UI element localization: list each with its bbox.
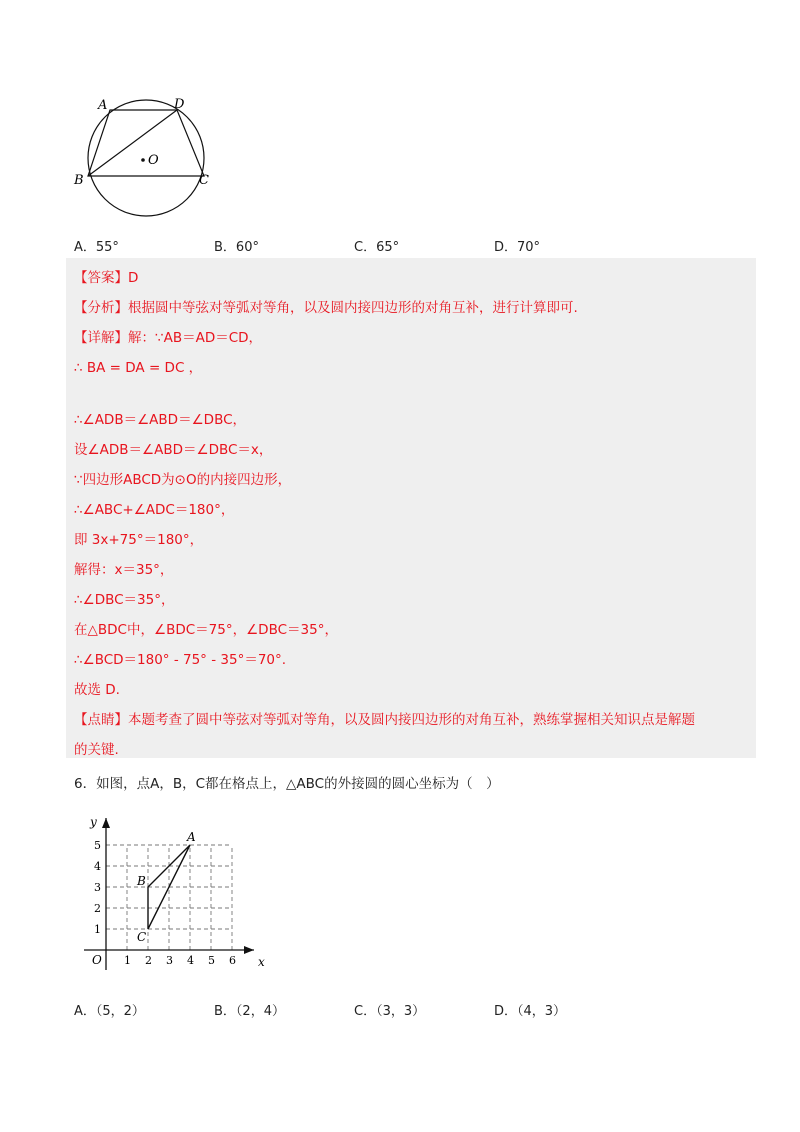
origin-label: O xyxy=(92,953,102,967)
x-axis-label: x xyxy=(258,955,265,969)
comment-text-1: 本题考查了圆中等弦对等弧对等角，以及圆内接四边形的对角互补，熟练掌握相关知识点是解题 xyxy=(128,712,695,728)
y-tick-label: 1 xyxy=(94,923,101,936)
y-tick-labels xyxy=(94,839,101,936)
detail-line-10: 在△BDC中，∠BDC＝75°，∠DBC＝35°， xyxy=(74,622,338,638)
point-a-label: A xyxy=(187,830,196,844)
label-c: C xyxy=(199,173,209,188)
detail-line-1 xyxy=(74,326,262,346)
detail-line-7: 即 3x+75°＝180°， xyxy=(74,532,204,548)
q5-option-c[interactable]: C．65° xyxy=(354,240,400,255)
y-tick-label: 3 xyxy=(94,881,101,894)
question-6-stem: 6．如图，点A，B，C都在格点上，△ABC的外接圆的圆心坐标为（ ） xyxy=(74,776,500,792)
point-c-label: C xyxy=(137,930,147,944)
answer-tag: 【答案】 xyxy=(74,270,128,286)
x-tick-label: 1 xyxy=(124,954,131,967)
label-o: O xyxy=(148,153,159,168)
x-tick-label: 5 xyxy=(208,954,215,967)
detail-line-8: 解得：x＝35°， xyxy=(74,562,174,578)
x-tick-label: 3 xyxy=(166,954,173,967)
grid-triangle-figure xyxy=(74,810,264,975)
detail-tag: 【详解】 xyxy=(74,330,128,346)
detail-line-9: ∴∠DBC＝35°， xyxy=(74,592,175,608)
q5-option-a[interactable]: A．55° xyxy=(74,240,119,255)
circle-o xyxy=(88,100,204,216)
q6-option-d[interactable]: D．（4，3） xyxy=(494,1004,567,1019)
q6-option-c[interactable]: C．（3，3） xyxy=(354,1004,426,1019)
q5-option-b[interactable]: B．60° xyxy=(214,240,259,255)
y-tick-label: 2 xyxy=(94,902,101,915)
detail-line-12: 故选 D. xyxy=(74,682,120,698)
answer-line xyxy=(74,266,138,286)
y-axis-label: y xyxy=(90,815,97,829)
x-tick-label: 2 xyxy=(145,954,152,967)
x-tick-label: 4 xyxy=(187,954,194,967)
comment-tag: 【点睛】 xyxy=(74,712,128,728)
detail-line-6: ∴∠ABC+∠ADC＝180°， xyxy=(74,502,235,518)
x-tick-label: 6 xyxy=(229,954,236,967)
q6-option-b[interactable]: B．（2，4） xyxy=(214,1004,285,1019)
detail-line-3: ∴∠ADB＝∠ABD＝∠DBC， xyxy=(74,412,247,428)
quadrilateral-abcd xyxy=(88,110,204,176)
detail-line-2: ∴ BA = DA = DC ， xyxy=(74,360,203,376)
analysis-tag: 【分析】 xyxy=(74,300,128,316)
y-tick-label: 4 xyxy=(94,860,101,873)
answer-value: D xyxy=(128,270,139,286)
q5-option-d[interactable]: D．70° xyxy=(494,240,541,255)
detail-line-5: ∵四边形ABCD为⊙O的内接四边形， xyxy=(74,472,292,488)
x-axis-arrow xyxy=(244,946,254,954)
point-b-label: B xyxy=(137,874,146,888)
dashed-grid xyxy=(106,845,232,950)
diagonal-bd xyxy=(88,110,177,176)
detail-line-4: 设∠ADB＝∠ABD＝∠DBC＝x， xyxy=(74,442,273,458)
label-a: A xyxy=(98,98,108,113)
label-d: D xyxy=(174,97,185,112)
solution-panel xyxy=(66,258,756,758)
comment-line-1 xyxy=(74,708,695,728)
detail-line-11: ∴∠BCD＝180° - 75° - 35°＝70°. xyxy=(74,652,287,668)
detail-text-1: 解：∵AB＝AD＝CD， xyxy=(128,330,263,346)
analysis-line xyxy=(74,296,578,316)
comment-line-2: 的关键. xyxy=(74,742,119,758)
center-dot xyxy=(141,158,145,162)
q6-option-a[interactable]: A．（5，2） xyxy=(74,1004,145,1019)
x-tick-labels xyxy=(124,954,236,967)
label-b: B xyxy=(74,173,84,188)
y-axis-arrow xyxy=(102,818,110,828)
circle-quadrilateral-figure xyxy=(74,92,224,222)
y-tick-label: 5 xyxy=(94,839,101,852)
analysis-text: 根据圆中等弦对等弧对等角，以及圆内接四边形的对角互补，进行计算即可. xyxy=(128,300,578,316)
